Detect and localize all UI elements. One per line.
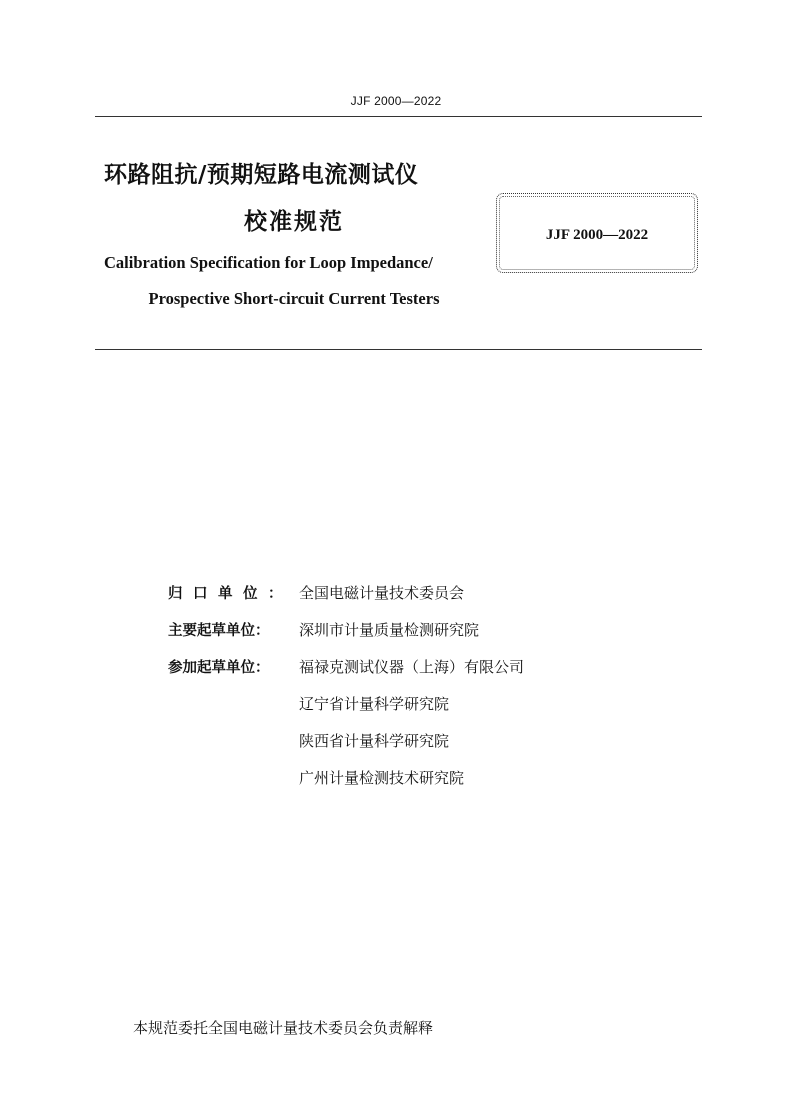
specification-code-box — [496, 193, 698, 273]
main-drafting-unit-label: 主要起草单位： — [168, 623, 270, 639]
title-english-line-2: Prospective Short-circuit Current Testers — [148, 289, 440, 308]
title-chinese-line-1: 环路阻抗/预期短路电流测试仪 — [104, 162, 419, 188]
main-drafting-unit-value: 深圳市计量质量检测研究院 — [299, 621, 480, 639]
running-header-code: JJF 2000—2022 — [350, 94, 442, 108]
participating-unit-value: 广州计量检测技术研究院 — [299, 769, 465, 787]
title-rule — [95, 349, 702, 350]
participating-unit-value: 辽宁省计量科学研究院 — [299, 695, 450, 713]
specification-code: JJF 2000—2022 — [545, 227, 649, 243]
participating-unit-value: 福禄克测试仪器（上海）有限公司 — [299, 658, 525, 676]
participating-unit-value: 陕西省计量科学研究院 — [299, 732, 450, 750]
responsible-unit-value: 全国电磁计量技术委员会 — [299, 584, 465, 602]
header-rule — [95, 116, 702, 117]
interpretation-note: 本规范委托全国电磁计量技术委员会负责解释 — [133, 1019, 434, 1037]
responsible-unit-label: 归口单位： — [168, 586, 293, 602]
title-english-line-1: Calibration Specification for Loop Impedance/ — [104, 253, 433, 272]
participating-unit-label: 参加起草单位： — [168, 660, 270, 676]
title-chinese-line-2: 校准规范 — [244, 209, 344, 235]
